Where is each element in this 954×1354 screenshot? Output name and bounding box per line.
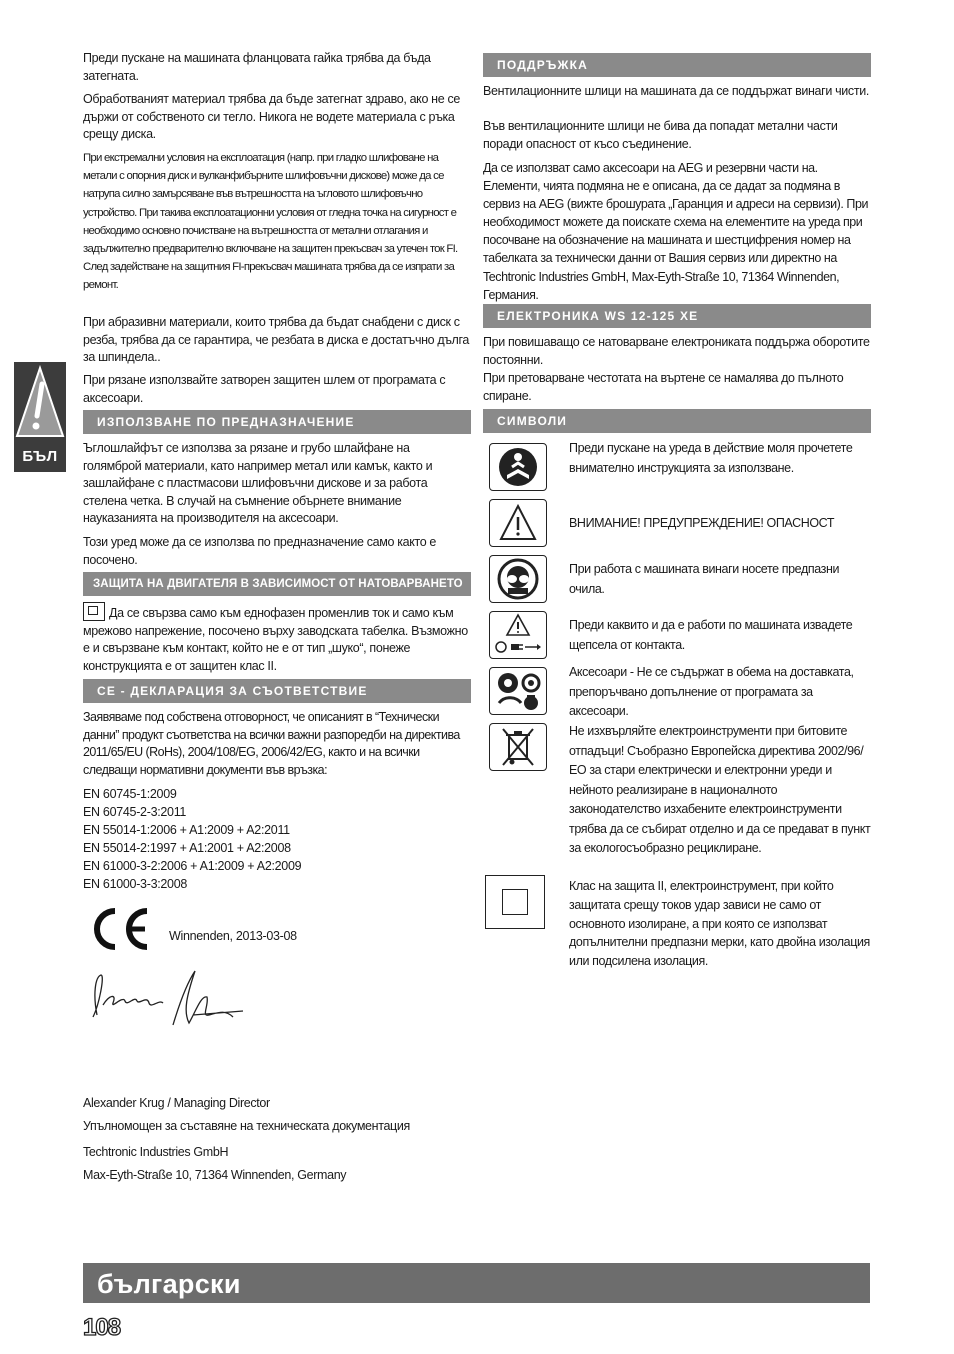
read-manual-icon (489, 443, 547, 491)
motor-text: Да се свързва само към еднофазен променлив ток и само към мрежово напрежение, посочено върху заводската табелка. Възможно е и свързване към контакт, който не е от тип „шуко“, понеже конструкцията е от защитен клас II. (83, 606, 468, 673)
section-header-ce: CE - ДЕКЛАРАЦИЯ ЗА СЪОТВЕТСТВИЕ (83, 679, 471, 703)
symbol-text: ВНИМАНИЕ! ПРЕДУПРЕЖДЕНИЕ! ОПАСНОСТ (569, 516, 835, 530)
weee-bin-icon (489, 723, 547, 771)
paragraph: Обработваният материал трябва да бъде затегнат здраво, ако не се държи от собственото си тегло. Никога не водете материала с ръка срещу диска. (83, 92, 460, 141)
right-column (483, 50, 871, 979)
place-date: Winnenden, 2013-03-08 (169, 929, 297, 943)
motor-paragraph (83, 602, 471, 674)
unplug-icon (489, 611, 547, 659)
page-number: 108 (83, 1314, 121, 1341)
authorized-note: Упълномощен за съставяне на техническата документация (83, 1119, 410, 1133)
standard-item: EN 60745-1:2009 (83, 787, 177, 801)
section-header-maintenance: ПОДДРЪЖКА (483, 53, 871, 77)
ce-mark-icon (85, 905, 151, 953)
paragraph: Ъглошлайфът се използва за рязане и грубо шлайфане на голямброй материали, като например метал или камък, както и зашлайфане с пластмасови шлифовъчни дискове и за работа стелена четка. В случай на съмнение обърнете внимание науказанията на производителя на аксесоари. (83, 441, 433, 525)
standard-item: EN 61000-3-3:2008 (83, 877, 188, 891)
signature-image (83, 965, 253, 1035)
symbol-text: Не изхвърляйте електроинструменти при битовите отпадъци! Съобразно Европейска директива 2002/96/ЕО за стари електрически и електронни уреди и нейното реализиране в националното законодателство изхабените електроинструменти трябва да се събират отделно и да се предават в пункт за екологосъобразно рециклиране. (569, 724, 871, 855)
company-name: Techtronic Industries GmbH (83, 1145, 229, 1159)
symbol-text: Клас на защита II, електроинструмент, при който защитата срещу токов удар зависи не само от основното изолиране, а при която се използват допълнителни предпазни мерки, като двойна изолация или подсилена изолация. (569, 879, 870, 969)
standard-item: EN 61000-3-2:2006 + A1:2009 + A2:2009 (83, 859, 302, 873)
section-header-electronics: ЕЛЕКТРОНИКА WS 12-125 XE (483, 304, 871, 328)
paragraph: Заявяваме под собствена отговорност, че описаният в “Технически данни” продукт съответства на всички важни разпоредби на директива 2011/65/EU (RoHs), 2004/108/EG, 2006/42/EG, както и на всички следващи нормативни документи във връзка: (83, 710, 460, 777)
paragraph: Да се използват само аксесоари на AEG и резервни части на. Елементи, чията подмяна не е описана, да се дадат за подмяна в сервиз на AEG (вижте брошурата „Гаранция и адреси на сервизи). При необходимост можете да поискате схема на елементите на уреда при посочване на обозначение на машината и шестцифрения номер на табелката за технически данни от Вашия сервиз или директно на Techtronic Industries GmbH, Max-Eyth-Straße 10, 71364 Winnenden, Германия. (483, 161, 869, 302)
standard-item: EN 60745-2-3:2011 (83, 805, 187, 819)
standard-item: EN 55014-1:2006 + A1:2009 + A2:2011 (83, 823, 290, 837)
signature-block (83, 901, 471, 963)
protection-class-2-icon (83, 602, 105, 621)
company-address: Max-Eyth-Straße 10, 71364 Winnenden, Germany (83, 1168, 347, 1182)
paragraph: Във вентилационните шлици не бива да попадат метални части поради опасност от късо съединение. (483, 119, 838, 151)
language-tab-label: БЪЛ (22, 448, 58, 465)
paragraph: Този уред може да се използва по предназначение само както е посочено. (83, 535, 437, 567)
symbol-text: Преди пускане на уреда в действие моля прочетете внимателно инструкцията за използване. (569, 441, 853, 475)
signer-name: Alexander Krug / Managing Director (83, 1096, 270, 1110)
symbols-list (483, 439, 871, 979)
paragraph: При екстремални условия на експлоатация (напр. при гладко шлифоване на метали с опорния диск и вулканфибърните шлифовъчни дискове) може да се натрупа силно замърсяване във вътрешността на ъгловото шлифовъчно устройство. При такива експлоатационни условия от гледна точка на сигурност е необходимо основно почистване на вътрешността от метални отлагания и задължително предварително включване на защитен прекъсвач за утечен ток FI. След задействане на защитния FI-прекъсвач машината трябва да се изпрати за ремонт. (83, 152, 458, 292)
left-column (83, 50, 471, 1182)
language-tab (14, 362, 66, 472)
language-footer-bar (83, 1263, 870, 1303)
warning-triangle-icon (489, 499, 547, 547)
paragraph: При абразивни материали, които трябва да бъдат снабдени с диск с резба, трябва да се гарантира, че резбата в диска е достатъчно дълга за шпиндела.. (83, 315, 470, 364)
symbol-text: При работа с машината винаги носете предпазни очила. (569, 562, 840, 596)
warning-triangle-icon (14, 362, 66, 442)
protection-class-2-icon (485, 875, 545, 929)
symbol-text: Преди каквито и да е работи по машината извадете щепсела от контакта. (569, 618, 853, 652)
signer-block (83, 1095, 471, 1191)
standards-list (83, 785, 471, 893)
paragraph: При рязане използвайте затворен защитен шлем от програмата с аксесоари. (83, 373, 446, 405)
section-header-motor: ЗАЩИТА НА ДВИГАТЕЛЯ В ЗАВИСИМОСТ ОТ НАТОВАРВАНЕТО (83, 572, 471, 596)
symbol-text: Аксесоари - Не се съдържат в обема на доставката, препоръчвано допълнение от програмата за аксесоари. (569, 665, 854, 718)
section-header-usage: ИЗПОЛЗВАНЕ ПО ПРЕДНАЗНАЧЕНИЕ (83, 410, 471, 434)
section-header-symbols: СИМВОЛИ (483, 409, 871, 433)
language-title: български (97, 1269, 241, 1299)
accessories-icon (489, 667, 547, 715)
paragraph: Преди пускане на машината фланцовата гайка трябва да бъда затегната. (83, 51, 431, 83)
paragraph: Вентилационните шлици на машината да се поддържат винаги чисти. (483, 84, 869, 98)
standard-item: EN 55014-2:1997 + A1:2001 + A2:2008 (83, 841, 291, 855)
safety-goggles-icon (489, 555, 547, 603)
paragraph: При претоварване честотата на въртене се намалява до пълното спиране. (483, 371, 844, 403)
paragraph: При повишаващо се натоварване електрониката поддържа оборотите постоянни. (483, 335, 870, 367)
